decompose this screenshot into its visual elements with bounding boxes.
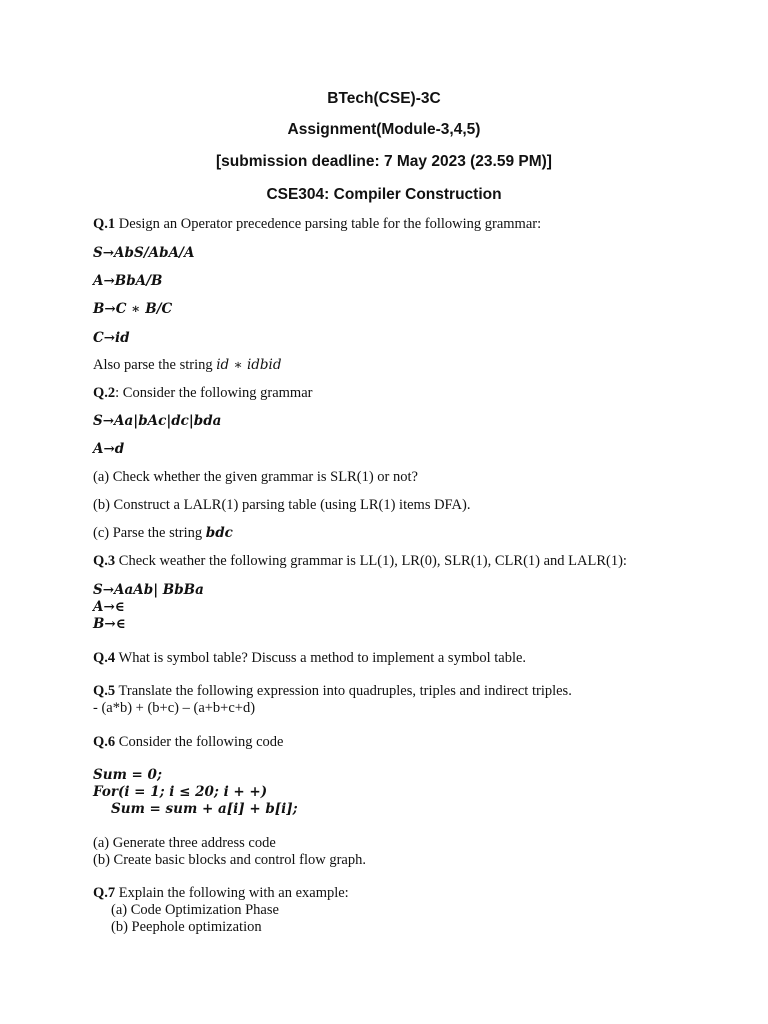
q3-line	[93, 553, 627, 570]
deadline-line: [submission deadline: 7 May 2023 (23.59 PM)]	[216, 153, 552, 170]
q2-line	[93, 385, 312, 402]
q2-part-b: (b) Construct a LALR(1) parsing table (using LR(1) items DFA).	[93, 497, 471, 513]
q1-text: Design an Operator precedence parsing table for the following grammar:	[115, 216, 542, 232]
q1-parse-line	[93, 357, 282, 374]
q7-part-a: (a) Code Optimization Phase	[111, 902, 279, 918]
q1-parse-prefix: Also parse the string	[93, 357, 217, 373]
q6-part-a: (a) Generate three address code	[93, 835, 276, 851]
q2-part-a: (a) Check whether the given grammar is SLR(1) or not?	[93, 469, 418, 485]
q6-code-line-1: Sum = 0;	[93, 767, 162, 783]
q6-code-line-2: For(i = 1; i ≤ 20; i + +)	[93, 784, 268, 800]
q1-parse-string: id ∗ idbid	[216, 357, 282, 373]
q2-part-c-prefix: (c) Parse the string	[93, 525, 206, 541]
q4-number: Q.4	[93, 650, 116, 666]
q6-text: Consider the following code	[115, 734, 284, 750]
q2-rule-s: S→Aa|bAc|dc|bda	[93, 413, 222, 429]
q4-text: What is symbol table? Discuss a method to implement a symbol table.	[115, 650, 527, 666]
q2-rule-a: A→d	[93, 441, 125, 457]
q6-code-line-3: Sum = sum + a[i] + b[i];	[111, 801, 298, 817]
q5-expression: - (a*b) + (b+c) – (a+b+c+d)	[93, 700, 256, 716]
q2-text: : Consider the following grammar	[115, 385, 313, 401]
q6-number: Q.6	[93, 734, 116, 750]
q7-line	[93, 885, 349, 902]
q6-part-b: (b) Create basic blocks and control flow graph.	[93, 852, 366, 868]
q2-part-c-string: bdc	[205, 525, 233, 541]
q5-text: Translate the following expression into quadruples, triples and indirect triples.	[115, 683, 572, 699]
q1-number: Q.1	[93, 216, 116, 232]
q1-rule-s: S→AbS/AbA/A	[93, 245, 195, 261]
q7-number: Q.7	[93, 885, 116, 901]
q5-line	[93, 683, 572, 700]
subject-title: CSE304: Compiler Construction	[266, 186, 502, 203]
q3-number: Q.3	[93, 553, 116, 569]
q3-text: Check weather the following grammar is LL(1), LR(0), SLR(1), CLR(1) and LALR(1):	[115, 553, 627, 569]
q1-rule-b: B→C ∗ B/C	[93, 301, 173, 317]
q5-number: Q.5	[93, 683, 116, 699]
q2-part-c	[93, 525, 233, 542]
q3-rule-b: B→∈	[93, 616, 126, 632]
q3-rule-a: A→∈	[93, 599, 125, 615]
q3-rule-s: S→AaAb| BbBa	[93, 582, 204, 598]
q7-text: Explain the following with an example:	[115, 885, 349, 901]
q1-rule-c: C→id	[93, 330, 130, 346]
q1-line	[93, 216, 541, 233]
q7-part-b: (b) Peephole optimization	[111, 919, 262, 935]
q4-line	[93, 650, 526, 667]
assignment-title: Assignment(Module-3,4,5)	[287, 121, 481, 138]
q6-line	[93, 734, 284, 751]
course-title: BTech(CSE)-3C	[327, 90, 441, 107]
q1-rule-a: A→BbA/B	[93, 273, 163, 289]
q2-number: Q.2	[93, 385, 116, 401]
